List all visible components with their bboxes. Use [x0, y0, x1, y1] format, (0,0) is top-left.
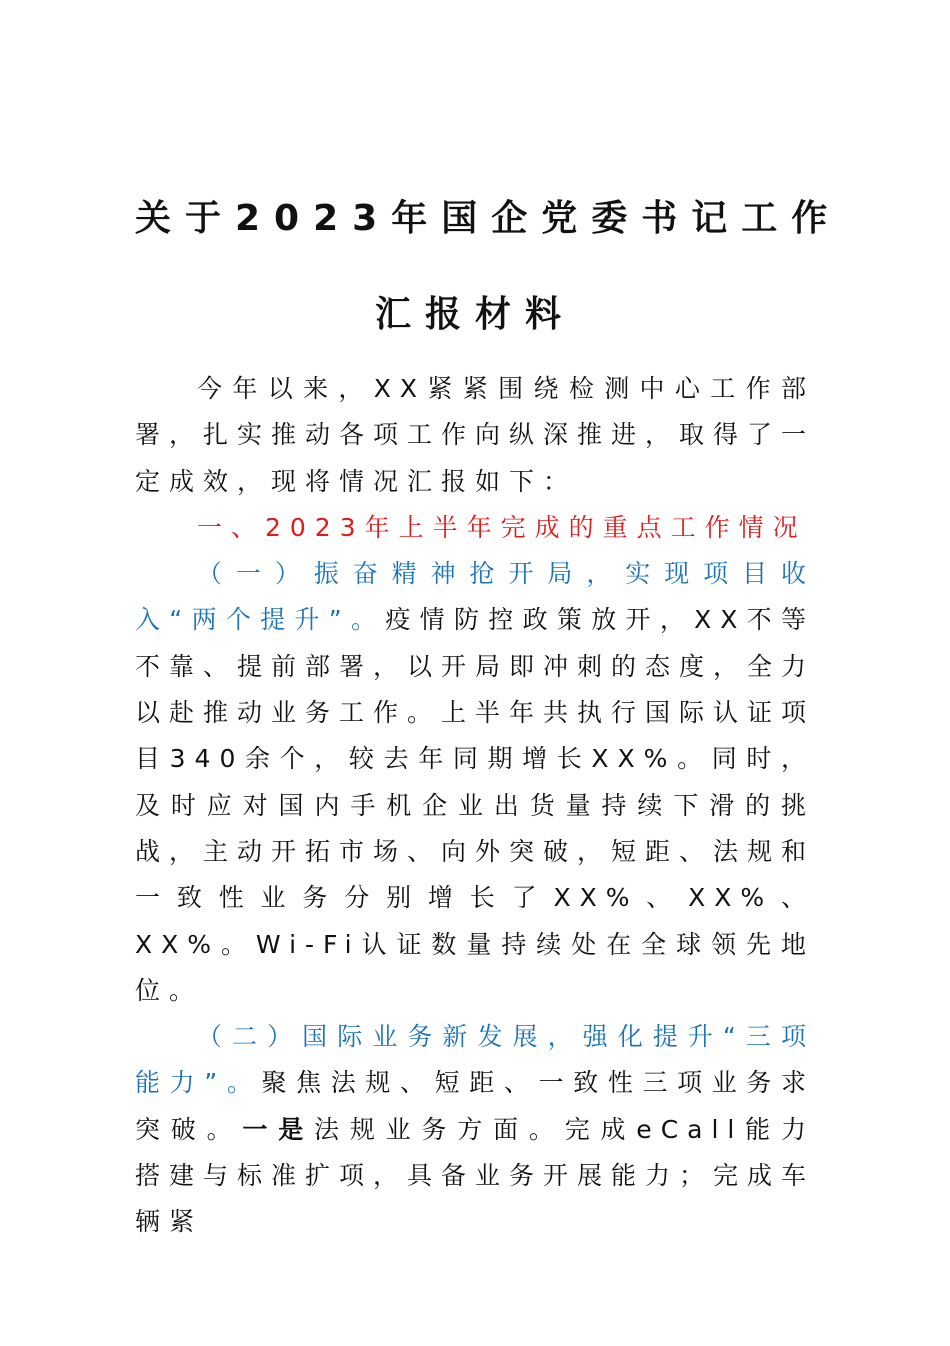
- document-title-line-2: 汇报材料: [374, 294, 575, 335]
- intro-paragraph: 今年以来，XX紧紧围绕检测中心工作部署，扎实推动各项工作向纵深推进，取得了一定成效，现将情况汇报如下：: [135, 374, 816, 496]
- paragraph-2-text-2: 法规业务方面。完成eCall能力搭建与标准扩项，具备业务开展能力；完成车辆紧: [135, 1114, 816, 1237]
- section-heading: [135, 505, 815, 551]
- paragraph-1-text: 疫情防控政策放开，XX不等不靠、提前部署，以开局即冲刺的态度，全力以赴推动业务工作。上半年共执行国际认证项目340余个，较去年同期增长XX%。同时，及时应对国内手机企业出货量持续下滑的挑战，主动开拓市场、向外突破，短距、法规和一致性业务分别增长了XX%、XX%、XX%。Wi-Fi认证数量持续处在全球领先地位。: [135, 605, 816, 1005]
- document-body: [135, 366, 815, 1246]
- paragraph-2-bold: 一是: [242, 1114, 315, 1144]
- section-1-heading: 一、2023年上半年完成的重点工作情况: [197, 512, 807, 542]
- paragraph-1: [135, 551, 815, 1014]
- paragraph-2: [135, 1014, 815, 1245]
- paragraph-1-lead: （一）振奋精神抢开局，实现项目收入“两个提升”。: [135, 559, 815, 635]
- paragraph-2-text-1: 聚焦法规、短距、一致性三项业务求突破。: [135, 1068, 815, 1144]
- document-title-line-1: 关于2023年国企党委书记工作: [135, 198, 842, 239]
- paragraph-2-lead: （二）国际业务新发展，强化提升“三项能力”。: [135, 1022, 815, 1098]
